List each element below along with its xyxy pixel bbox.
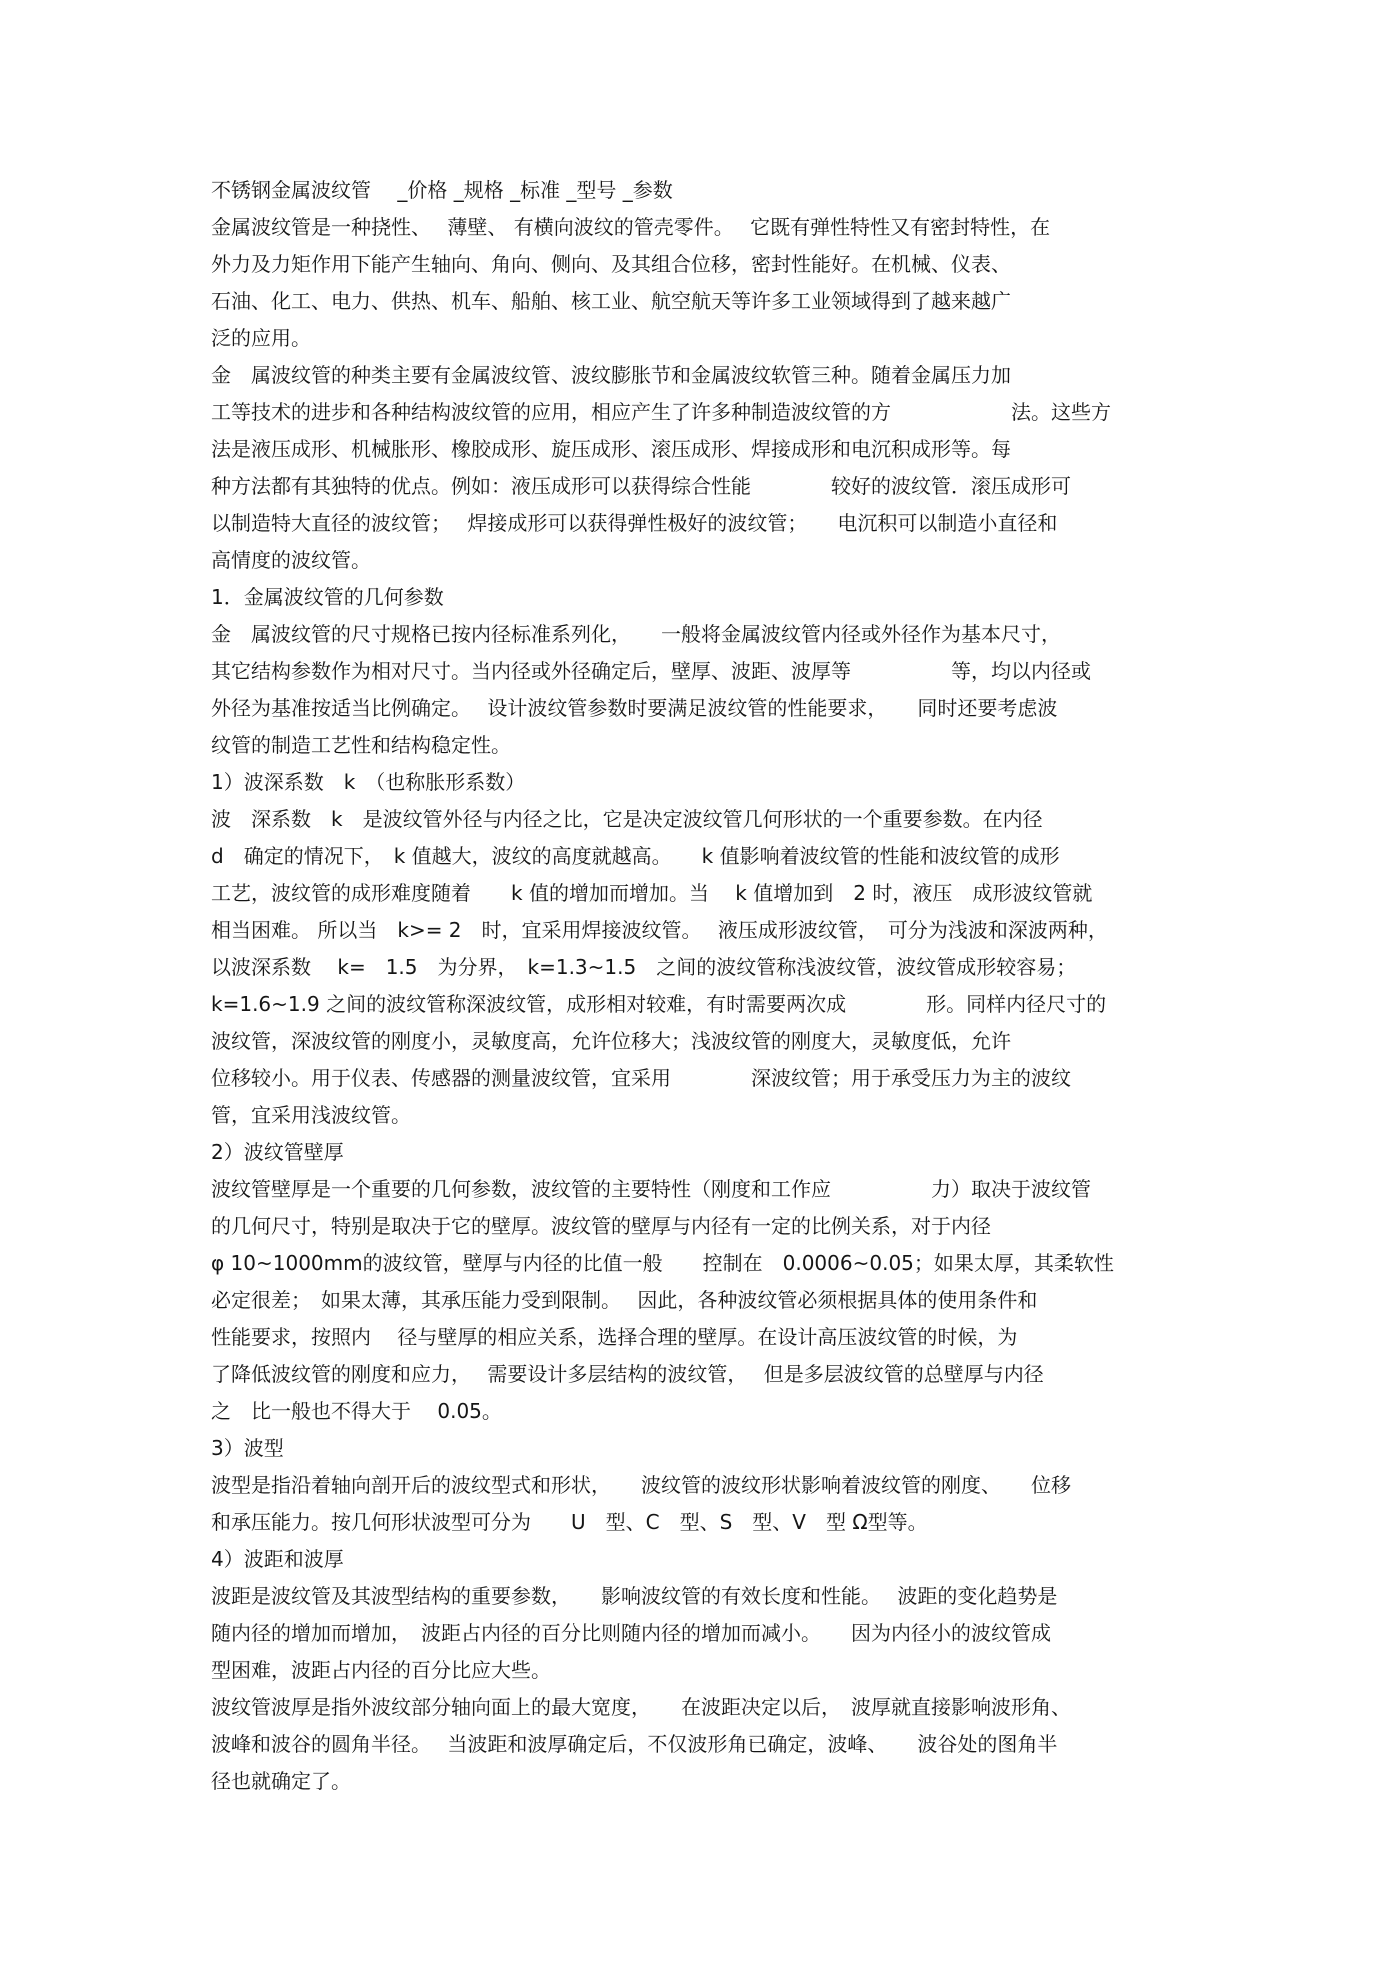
text-line: 波纹管壁厚是一个重要的几何参数，波纹管的主要特性（刚度和工作应 力）取决于波纹管 [211,1177,1091,1201]
subsection-heading: 1）波深系数 k （也称胀形系数） [211,770,526,794]
text-line: 种方法都有其独特的优点。例如：液压成形可以获得综合性能 较好的波纹管．滚压成形可 [211,474,1071,498]
text-line: 波纹管波厚是指外波纹部分轴向面上的最大宽度， 在波距决定以后， 波厚就直接影响波形角、 [211,1695,1071,1719]
text-line: 性能要求，按照内 径与壁厚的相应关系，选择合理的壁厚。在设计高压波纹管的时候，为 [211,1325,1018,1349]
text-line: 波峰和波谷的圆角半径。 当波距和波厚确定后，不仅波形角已确定，波峰、 波谷处的图角半 [211,1732,1058,1756]
text-line: 金 属波纹管的种类主要有金属波纹管、波纹膨胀节和金属波纹软管三种。随着金属压力加 [211,363,1011,387]
text-line: 法是液压成形、机械胀形、橡胶成形、旋压成形、滚压成形、焊接成形和电沉积成形等。每 [211,437,1011,461]
text-line: 了降低波纹管的刚度和应力， 需要设计多层结构的波纹管， 但是多层波纹管的总壁厚与内径 [211,1362,1044,1386]
text-line: 石油、化工、电力、供热、机车、船舶、核工业、航空航天等许多工业领域得到了越来越广 [211,289,1011,313]
text-line: 管，宜采用浅波纹管。 [211,1103,411,1127]
text-line: 金 属波纹管的尺寸规格已按内径标准系列化， 一般将金属波纹管内径或外径作为基本尺寸， [211,622,1061,646]
document-title: 不锈钢金属波纹管 _价格 _规格 _标准 _型号 _参数 [211,178,673,202]
text-line: 必定很差； 如果太薄，其承压能力受到限制。 因此，各种波纹管必须根据具体的使用条件和 [211,1288,1038,1312]
subsection-heading: 2）波纹管壁厚 [211,1140,344,1164]
text-line: 以制造特大直径的波纹管； 焊接成形可以获得弹性极好的波纹管； 电沉积可以制造小直径和 [211,511,1058,535]
text-line: 型困难，波距占内径的百分比应大些。 [211,1658,551,1682]
text-line: 金属波纹管是一种挠性、 薄壁、 有横向波纹的管壳零件。 它既有弹性特性又有密封特性，在 [211,215,1051,239]
text-line: 泛的应用。 [211,326,311,350]
text-line: 外力及力矩作用下能产生轴向、角向、侧向、及其组合位移，密封性能好。在机械、仪表、 [211,252,1011,276]
text-line: 径也就确定了。 [211,1769,351,1793]
text-line: 随内径的增加而增加， 波距占内径的百分比则随内径的增加而减小。 因为内径小的波纹管成 [211,1621,1051,1645]
text-line: 波 深系数 k 是波纹管外径与内径之比，它是决定波纹管几何形状的一个重要参数。在内径 [211,807,1043,831]
text-line: 波距是波纹管及其波型结构的重要参数， 影响波纹管的有效长度和性能。 波距的变化趋势是 [211,1584,1058,1608]
text-line: 波型是指沿着轴向剖开后的波纹型式和形状， 波纹管的波纹形状影响着波纹管的刚度、 位移 [211,1473,1071,1497]
text-line: 波纹管，深波纹管的刚度小，灵敏度高，允许位移大；浅波纹管的刚度大，灵敏度低，允许 [211,1029,1011,1053]
text-line: d 确定的情况下， k 值越大，波纹的高度就越高。 k 值影响着波纹管的性能和波纹管的成形 [211,844,1060,868]
text-line: 的几何尺寸，特别是取决于它的壁厚。波纹管的壁厚与内径有一定的比例关系，对于内径 [211,1214,991,1238]
text-line: 工艺，波纹管的成形难度随着 k 值的增加而增加。当 k 值增加到 2 时，液压 成形波纹管就 [211,881,1093,905]
subsection-heading: 4）波距和波厚 [211,1547,344,1571]
text-line: k=1.6~1.9 之间的波纹管称深波纹管，成形相对较难，有时需要两次成 形。同样内径尺寸的 [211,992,1107,1016]
text-line: 纹管的制造工艺性和结构稳定性。 [211,733,511,757]
section-heading: 1．金属波纹管的几何参数 [211,585,444,609]
text-line: 以波深系数 k= 1.5 为分界， k=1.3~1.5 之间的波纹管称浅波纹管，波纹管成形较容易； [211,955,1077,979]
text-line: 和承压能力。按几何形状波型可分为 U 型、C 型、S 型、V 型 Ω型等。 [211,1510,928,1534]
text-line: 工等技术的进步和各种结构波纹管的应用，相应产生了许多种制造波纹管的方 法。这些方 [211,400,1111,424]
text-line: 相当困难。 所以当 k>= 2 时，宜采用焊接波纹管。 液压成形波纹管， 可分为浅波和深波两种， [211,918,1108,942]
text-line: 之 比一般也不得大于 0.05。 [211,1399,502,1423]
text-line: 外径为基准按适当比例确定。 设计波纹管参数时要满足波纹管的性能要求， 同时还要考虑波 [211,696,1058,720]
subsection-heading: 3）波型 [211,1436,284,1460]
text-line: φ 10~1000mm的波纹管，壁厚与内径的比值一般 控制在 0.0006~0.05；如果太厚，其柔软性 [211,1251,1114,1275]
text-line: 位移较小。用于仪表、传感器的测量波纹管，宜采用 深波纹管；用于承受压力为主的波纹 [211,1066,1071,1090]
text-line: 其它结构参数作为相对尺寸。当内径或外径确定后，壁厚、波距、波厚等 等，均以内径或 [211,659,1091,683]
document-body [211,172,1191,1800]
text-line: 高情度的波纹管。 [211,548,371,572]
